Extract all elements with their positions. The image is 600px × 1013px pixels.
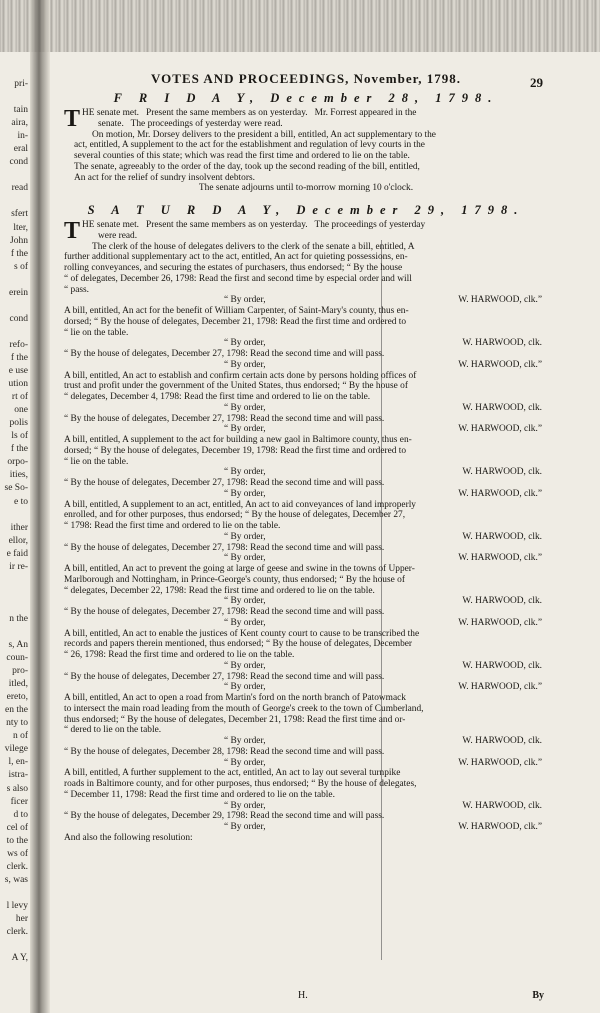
order-line <box>64 467 548 478</box>
left-fragment: istra- <box>8 770 28 781</box>
order-line <box>64 424 548 435</box>
clerk-signature: W. HARWOOD, clk. <box>462 467 542 478</box>
left-fragment <box>0 326 28 339</box>
left-fragment: ereto, <box>6 692 28 703</box>
order-line <box>64 596 548 607</box>
text-line: “ pass. <box>64 284 89 295</box>
by-order: “ By order, <box>224 660 266 671</box>
left-fragment: s, An <box>8 640 28 651</box>
left-fragment: ution <box>8 379 28 390</box>
text-line: “ By the house of delegates, December 27, 1798: Read the second time and will pass. <box>64 542 385 553</box>
text-line: The senate adjourns until to-morrow morning 10 o'clock. <box>198 183 414 194</box>
text-line: several counties of this state; which was read the first time and ordered to lie on the table. <box>74 151 410 161</box>
text-line: A bill, entitled, An act to enable the justices of Kent county court to cause to be transcribed the <box>64 628 420 639</box>
left-fragment: polis <box>9 418 28 429</box>
text-line: “ lie on the table. <box>64 327 129 338</box>
text-line: trust and profit under the government of the United States, thus endorsed; “ By the house of <box>64 381 408 392</box>
clerk-signature: W. HARWOOD, clk.” <box>458 359 542 370</box>
text-line: “ By the house of delegates, December 27, 1798: Read the second time and will pass. <box>64 478 385 488</box>
clerk-signature: W. HARWOOD, clk. <box>462 660 542 671</box>
text-line: A bill, entitled, An act to open a road from Martin's ford on the north branch of Patowmack <box>64 693 406 703</box>
text-line: The senate, agreeably to the order of the day, took up the second reading of the bill, entitled, <box>74 161 420 172</box>
left-fragment: ither <box>10 522 28 533</box>
by-order: “ By order, <box>224 295 266 306</box>
by-order: “ By order, <box>224 822 266 832</box>
text-line: records and papers therein mentioned, thus endorsed; “ By the house of delegates, December <box>64 639 413 650</box>
left-fragment: s, was <box>4 874 28 885</box>
clerk-signature: W. HARWOOD, clk.” <box>458 488 542 499</box>
left-fragment: f the <box>10 444 28 455</box>
left-fragment: tain <box>13 105 28 116</box>
catchword: By <box>532 990 544 1001</box>
left-fragment: her <box>15 914 28 924</box>
left-fragment: coun- <box>6 653 28 664</box>
left-fragment: n of <box>12 731 28 742</box>
left-fragment: rt of <box>11 392 28 403</box>
page-number: 29 <box>530 75 543 90</box>
book-gutter <box>30 0 50 1013</box>
order-line <box>64 618 548 629</box>
drop-cap: T <box>64 106 81 132</box>
friday-heading: F R I D A Y, December 28, 1798. <box>113 91 499 105</box>
left-fragment: in- <box>17 131 28 142</box>
order-line <box>64 403 548 414</box>
clerk-signature: W. HARWOOD, clk.” <box>458 682 542 693</box>
text-line: “ dered to lie on the table. <box>64 725 162 736</box>
text-line: “ By the house of delegates, December 27, 1798: Read the second time and will pass. <box>64 607 385 617</box>
left-fragment <box>0 574 28 587</box>
left-fragment <box>0 939 28 952</box>
order-line <box>64 338 548 349</box>
left-fragment <box>0 626 28 639</box>
left-fragment <box>0 600 28 613</box>
text-line: senate. The proceedings of yesterday were read. <box>98 118 283 129</box>
text-line: rolling conveyances, and securing the estates of purchasers, thus endorsed; “ By the house <box>64 263 403 273</box>
left-fragment: l levy <box>6 900 28 911</box>
text-line: “ delegates, December 4, 1798: Read the first time and ordered to lie on the table. <box>64 392 371 402</box>
left-fragment: f the <box>10 248 28 259</box>
text-line: Marlborough and Nottingham, in Prince-George's county, thus endorsed; “ By the house of <box>64 574 405 585</box>
text-line: further additional supplementary act to the act, entitled, An act for quieting possessions, en- <box>64 252 408 263</box>
text-line: “ By the house of delegates, December 27, 1798: Read the second time and will pass. <box>64 413 385 424</box>
order-line <box>64 532 548 543</box>
left-fragment: A Y, <box>11 953 28 964</box>
left-fragment: eral <box>13 144 28 155</box>
running-head: VOTES AND PROCEEDINGS, November, 1798. <box>151 71 461 86</box>
left-fragment: read <box>11 183 28 194</box>
friday-proceedings <box>64 108 548 194</box>
left-fragment: cond <box>9 157 28 168</box>
text-line: were read. <box>98 230 138 241</box>
order-line <box>64 553 548 564</box>
left-fragment: refo- <box>9 339 28 350</box>
text-line: An act for the relief of sundry insolvent debtors. <box>74 172 255 183</box>
by-order: “ By order, <box>224 338 266 349</box>
by-order: “ By order, <box>224 553 266 564</box>
text-line: A bill, entitled, A supplement to an act, entitled, An act to aid conveyances of land improperly <box>64 499 416 510</box>
text-line: “ By the house of delegates, December 29, 1798: Read the second time and will pass. <box>64 811 385 822</box>
left-fragment: lter, <box>13 222 28 233</box>
text-line: “ By the house of delegates, December 27, 1798: Read the second time and will pass. <box>64 349 385 359</box>
clerk-signature: W. HARWOOD, clk.” <box>458 822 542 832</box>
left-fragment <box>0 91 28 104</box>
saturday-proceedings <box>64 220 548 844</box>
text-line: A bill, entitled, A further supplement to the act, entitled, An act to lay out several turnpike <box>64 768 401 779</box>
order-line <box>64 801 548 812</box>
left-fragment: n the <box>9 613 28 624</box>
left-fragment: ities, <box>9 470 28 481</box>
text-line: A bill, entitled, An act to establish and confirm certain acts done by persons holding offices of <box>64 370 417 381</box>
clerk-signature: W. HARWOOD, clk. <box>462 338 542 349</box>
left-fragment <box>0 587 28 600</box>
by-order: “ By order, <box>224 736 266 746</box>
page-body <box>64 70 548 844</box>
left-fragment: cond <box>9 313 28 324</box>
left-fragment <box>0 169 28 182</box>
text-line: “ December 11, 1798: Read the first time and ordered to lie on the table. <box>64 789 335 800</box>
text-line: “ 26, 1798: Read the first time and ordered to lie on the table. <box>64 650 295 660</box>
order-line <box>64 360 548 371</box>
clerk-signature: W. HARWOOD, clk. <box>462 402 542 413</box>
by-order: “ By order, <box>224 488 266 499</box>
left-fragment: aira, <box>11 118 28 129</box>
text-line: A bill, entitled, A supplement to the act for building a new gaol in Baltimore county, thus en- <box>64 435 412 445</box>
text-line: “ 1798: Read the first time and ordered to lie on the table. <box>64 521 281 531</box>
drop-cap: T <box>64 218 81 244</box>
left-fragment: ir re- <box>9 561 28 572</box>
clerk-signature: W. HARWOOD, clk. <box>462 736 542 746</box>
order-line <box>64 758 548 769</box>
left-fragment: s of <box>14 261 28 272</box>
order-line <box>64 489 548 500</box>
left-fragment: orpo- <box>7 457 28 468</box>
left-fragment: one <box>14 405 28 416</box>
left-fragment <box>0 274 28 287</box>
left-fragment: pro- <box>12 666 28 677</box>
text-line: to intersect the main road leading from the mouth of George's creek to the town of Cumberland, <box>64 703 424 714</box>
text-line: “ By the house of delegates, December 28, 1798: Read the second time and will pass. <box>64 746 385 757</box>
text-line: “ delegates, December 22, 1798: Read the first time and ordered to lie on the table. <box>64 585 375 596</box>
left-fragment: clerk. <box>6 927 28 938</box>
text-line: The clerk of the house of delegates delivers to the clerk of the senate a bill, entitled, A <box>92 241 415 252</box>
order-line <box>64 661 548 672</box>
left-fragment: l, en- <box>8 757 28 768</box>
text-line: “ By the house of delegates, December 27, 1798: Read the second time and will pass. <box>64 671 385 682</box>
order-line <box>64 682 548 693</box>
signature-mark: H. <box>298 990 308 1001</box>
left-fragment: vilege <box>4 744 28 755</box>
left-fragment: ls of <box>11 431 28 442</box>
left-fragment: pri- <box>14 79 28 89</box>
left-fragment: ellor, <box>8 535 28 546</box>
clerk-signature: W. HARWOOD, clk. <box>462 531 542 542</box>
left-fragment: e to <box>14 496 28 507</box>
left-fragment: itled, <box>8 679 28 690</box>
left-fragment: d to <box>13 809 28 820</box>
left-fragment: to the <box>6 835 28 846</box>
left-fragment: s also <box>6 783 28 794</box>
by-order: “ By order, <box>224 757 266 768</box>
by-order: “ By order, <box>224 596 266 607</box>
by-order: “ By order, <box>224 402 266 413</box>
left-fragment: en the <box>5 705 28 716</box>
clerk-signature: W. HARWOOD, clk.” <box>458 757 542 768</box>
by-order: “ By order, <box>224 617 266 628</box>
clerk-signature: W. HARWOOD, clk.” <box>458 424 542 435</box>
text-line: roads in Baltimore county, and for other purposes, thus endorsed; “ By the house of delegates, <box>64 779 417 789</box>
left-fragment <box>0 195 28 208</box>
by-order: “ By order, <box>224 800 266 811</box>
left-fragment <box>0 887 28 900</box>
text-line: “ of delegates, December 26, 1798: Read the first and second time by especial order and will <box>64 273 412 284</box>
left-fragment: clerk. <box>6 861 28 872</box>
by-order: “ By order, <box>224 467 266 478</box>
left-fragment: sfert <box>11 209 28 220</box>
clerk-signature: W. HARWOOD, clk.” <box>458 617 542 628</box>
text-line: thus endorsed; “ By the house of delegates, December 21, 1798: Read the first time and or- <box>64 714 406 725</box>
text-line: “ lie on the table. <box>64 456 129 467</box>
order-line <box>64 736 548 747</box>
left-page-fragments <box>0 78 28 965</box>
text-line: dorsed; “ By the house of delegates, December 21, 1798: Read the first time and ordered to <box>64 316 407 327</box>
left-fragment <box>0 509 28 522</box>
left-fragment: nty to <box>6 718 28 729</box>
left-fragment: erein <box>9 287 28 298</box>
left-fragment: cel of <box>6 822 28 833</box>
text-line: dorsed; “ By the house of delegates, December 19, 1798: Read the first time and ordered to <box>64 445 407 456</box>
scan-edge-top <box>0 0 600 52</box>
left-fragment: ficer <box>10 796 28 807</box>
by-order: “ By order, <box>224 424 266 435</box>
left-fragment <box>0 300 28 313</box>
left-fragment: John <box>10 235 28 246</box>
text-line: A bill, entitled, An act to prevent the going at large of geese and swine in the towns of Upper- <box>64 564 415 574</box>
text-line: act, entitled, A supplement to the act for the establishment and regulation of levy courts in the <box>74 140 425 151</box>
clerk-signature: W. HARWOOD, clk. <box>462 800 542 811</box>
by-order: “ By order, <box>224 359 266 370</box>
text-line: HE senate met. Present the same members as on yesterday. The proceedings of yesterday <box>82 220 426 230</box>
text-line: A bill, entitled, An act for the benefit of William Carpenter, of Saint-Mary's county, thus en- <box>64 306 409 316</box>
text-line: And also the following resolution: <box>64 832 193 843</box>
text-line: On motion, Mr. Dorsey delivers to the president a bill, entitled, An act supplementary to the <box>92 129 436 140</box>
left-fragment: f the <box>10 352 28 363</box>
text-line: enrolled, and for other purposes, thus endorsed; “ By the house of delegates, December 27, <box>64 510 406 521</box>
clerk-signature: W. HARWOOD, clk.” <box>458 553 542 564</box>
saturday-heading: S A T U R D A Y, December 29, 1798. <box>87 203 525 217</box>
by-order: “ By order, <box>224 682 266 693</box>
order-line <box>64 295 548 306</box>
left-fragment: se So- <box>4 483 28 494</box>
left-fragment: e use <box>8 366 28 377</box>
clerk-signature: W. HARWOOD, clk. <box>462 596 542 607</box>
text-line: HE senate met. Present the same members as on yesterday. Mr. Forrest appeared in the <box>82 108 417 118</box>
left-fragment: ws of <box>7 848 28 859</box>
by-order: “ By order, <box>224 531 266 542</box>
clerk-signature: W. HARWOOD, clk.” <box>458 295 542 306</box>
order-line <box>64 822 548 833</box>
left-fragment: e faid <box>6 548 28 559</box>
